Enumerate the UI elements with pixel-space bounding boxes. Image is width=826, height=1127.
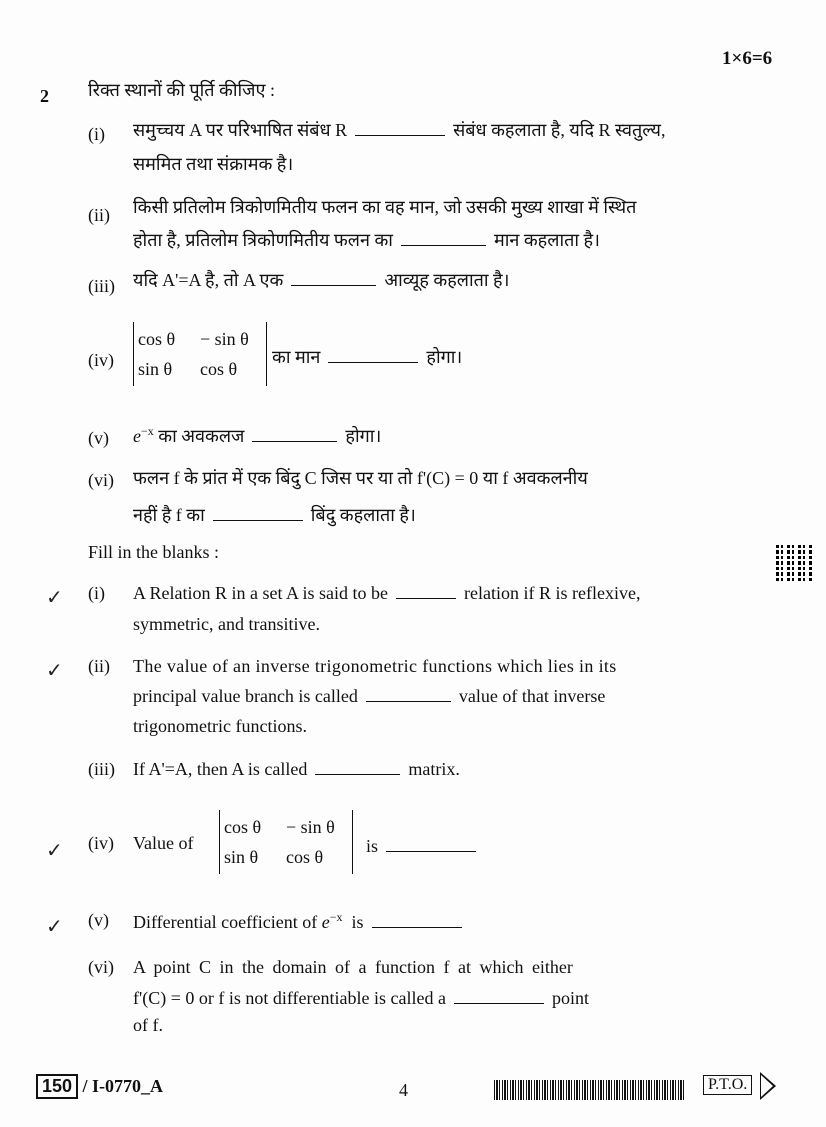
hindi-item-6-line-2 [133,503,416,527]
hindi-item-2-line-1: किसी प्रतिलोम त्रिकोणमितीय फलन का वह मान, जो उसकी मुख्य शाखा में स्थित [133,197,637,217]
marks: 1×6=6 [722,48,773,69]
arrow-right-icon [760,1072,776,1100]
english-item-1-line-1 [133,583,640,604]
text: principal value branch is called [133,686,358,706]
blank [213,519,303,521]
determinant [133,322,267,386]
determinant [219,810,353,874]
footer-code [36,1074,163,1099]
english-item-4-post [366,836,484,857]
english-item-6-line-2 [133,988,589,1009]
check-mark-icon: ✓ [46,916,63,938]
english-item-6-line-1: A point C in the domain of a function f at which either [133,957,573,977]
blank [291,284,376,286]
text: value of that inverse [458,686,606,706]
text: f'(C) = 0 or f is not differentiable is called a [133,988,446,1008]
cell: − sin θ [200,329,249,349]
blank [328,361,418,363]
text: यदि A'=A है, तो A एक [133,270,284,290]
cell: sin θ [224,847,259,867]
item-label: (iii) [88,759,115,779]
blank [396,597,456,599]
text: matrix. [408,759,460,779]
cell: cos θ [224,817,262,837]
blank [401,244,486,246]
text: का अवकलज [158,426,245,446]
english-item-2-line-3: trigonometric functions. [133,716,307,736]
text: Differential coefficient of [133,912,318,932]
blank [366,700,451,702]
text: is [366,836,379,856]
expr: e [321,912,330,932]
hindi-item-1-line-2: सममित तथा संक्रामक है। [133,154,294,174]
english-item-4-pre: Value of [133,833,194,853]
item-label: (iv) [88,833,114,853]
exponent: −x [329,910,343,924]
cell: cos θ [200,359,238,379]
text: relation if R is reflexive, [464,583,641,603]
english-item-5 [133,910,470,933]
text: point [551,988,589,1008]
text: आव्यूह कहलाता है। [384,270,510,290]
text: समुच्चय A पर परिभाषित संबंध R [133,120,348,140]
item-label: (vi) [88,957,114,977]
text: होगा। [426,347,463,367]
cell: cos θ [138,329,176,349]
item-label: (ii) [88,656,110,676]
text: होगा। [345,426,382,446]
item-label: (vi) [88,470,114,490]
paper-code: / I-0770_A [82,1076,164,1096]
hindi-item-6-line-1: फलन f के प्रांत में एक बिंदु C जिस पर या तो f'(C) = 0 या f अवकलनीय [133,468,588,488]
english-item-3 [133,759,460,780]
blank [355,134,445,136]
english-item-2-line-2 [133,686,605,707]
pto-label: P.T.O. [703,1075,752,1095]
blank [372,926,462,928]
cell: sin θ [138,359,173,379]
hindi-item-1-line-1 [133,118,665,142]
question-number: 2 [40,86,49,106]
text: होता है, प्रतिलोम त्रिकोणमितीय फलन का [133,230,393,250]
hindi-item-2-line-2 [133,228,600,252]
text: बिंदु कहलाता है। [310,505,416,525]
check-mark-icon: ✓ [46,587,63,609]
check-mark-icon: ✓ [46,840,63,862]
english-item-6-line-3: of f. [133,1015,163,1035]
english-item-2-line-1: The value of an inverse trigonometric functions which lies in its [133,656,617,676]
hindi-item-3 [133,268,509,292]
qr-code [776,545,814,581]
cell: cos θ [286,847,324,867]
text: का मान [272,347,321,367]
english-item-1-line-2: symmetric, and transitive. [133,614,320,634]
item-label: (i) [88,124,105,144]
expr: e [133,426,141,446]
item-label: (ii) [88,205,110,225]
english-heading: Fill in the blanks : [88,542,220,562]
text: संबंध कहलाता है, यदि R स्वतुल्य, [453,120,666,140]
item-label: (i) [88,583,105,603]
blank [386,850,476,852]
blank [315,773,400,775]
text: If A'=A, then A is called [133,759,308,779]
item-label: (iii) [88,276,115,296]
page-number: 4 [399,1080,408,1100]
text: is [351,912,364,932]
check-mark-icon: ✓ [46,660,63,682]
text: मान कहलाता है। [493,230,600,250]
text: A Relation R in a set A is said to be [133,583,388,603]
exponent: −x [141,424,154,438]
text: नहीं है f का [133,505,205,525]
hindi-item-4 [272,345,462,369]
code-box: 150 [36,1074,78,1099]
item-label: (v) [88,910,109,930]
blank [454,1002,544,1004]
item-label: (v) [88,428,109,448]
item-label: (iv) [88,350,114,370]
blank [252,440,337,442]
hindi-item-5 [133,424,381,448]
barcode [494,1080,684,1100]
hindi-heading: रिक्त स्थानों की पूर्ति कीजिए : [88,80,275,100]
cell: − sin θ [286,817,335,837]
